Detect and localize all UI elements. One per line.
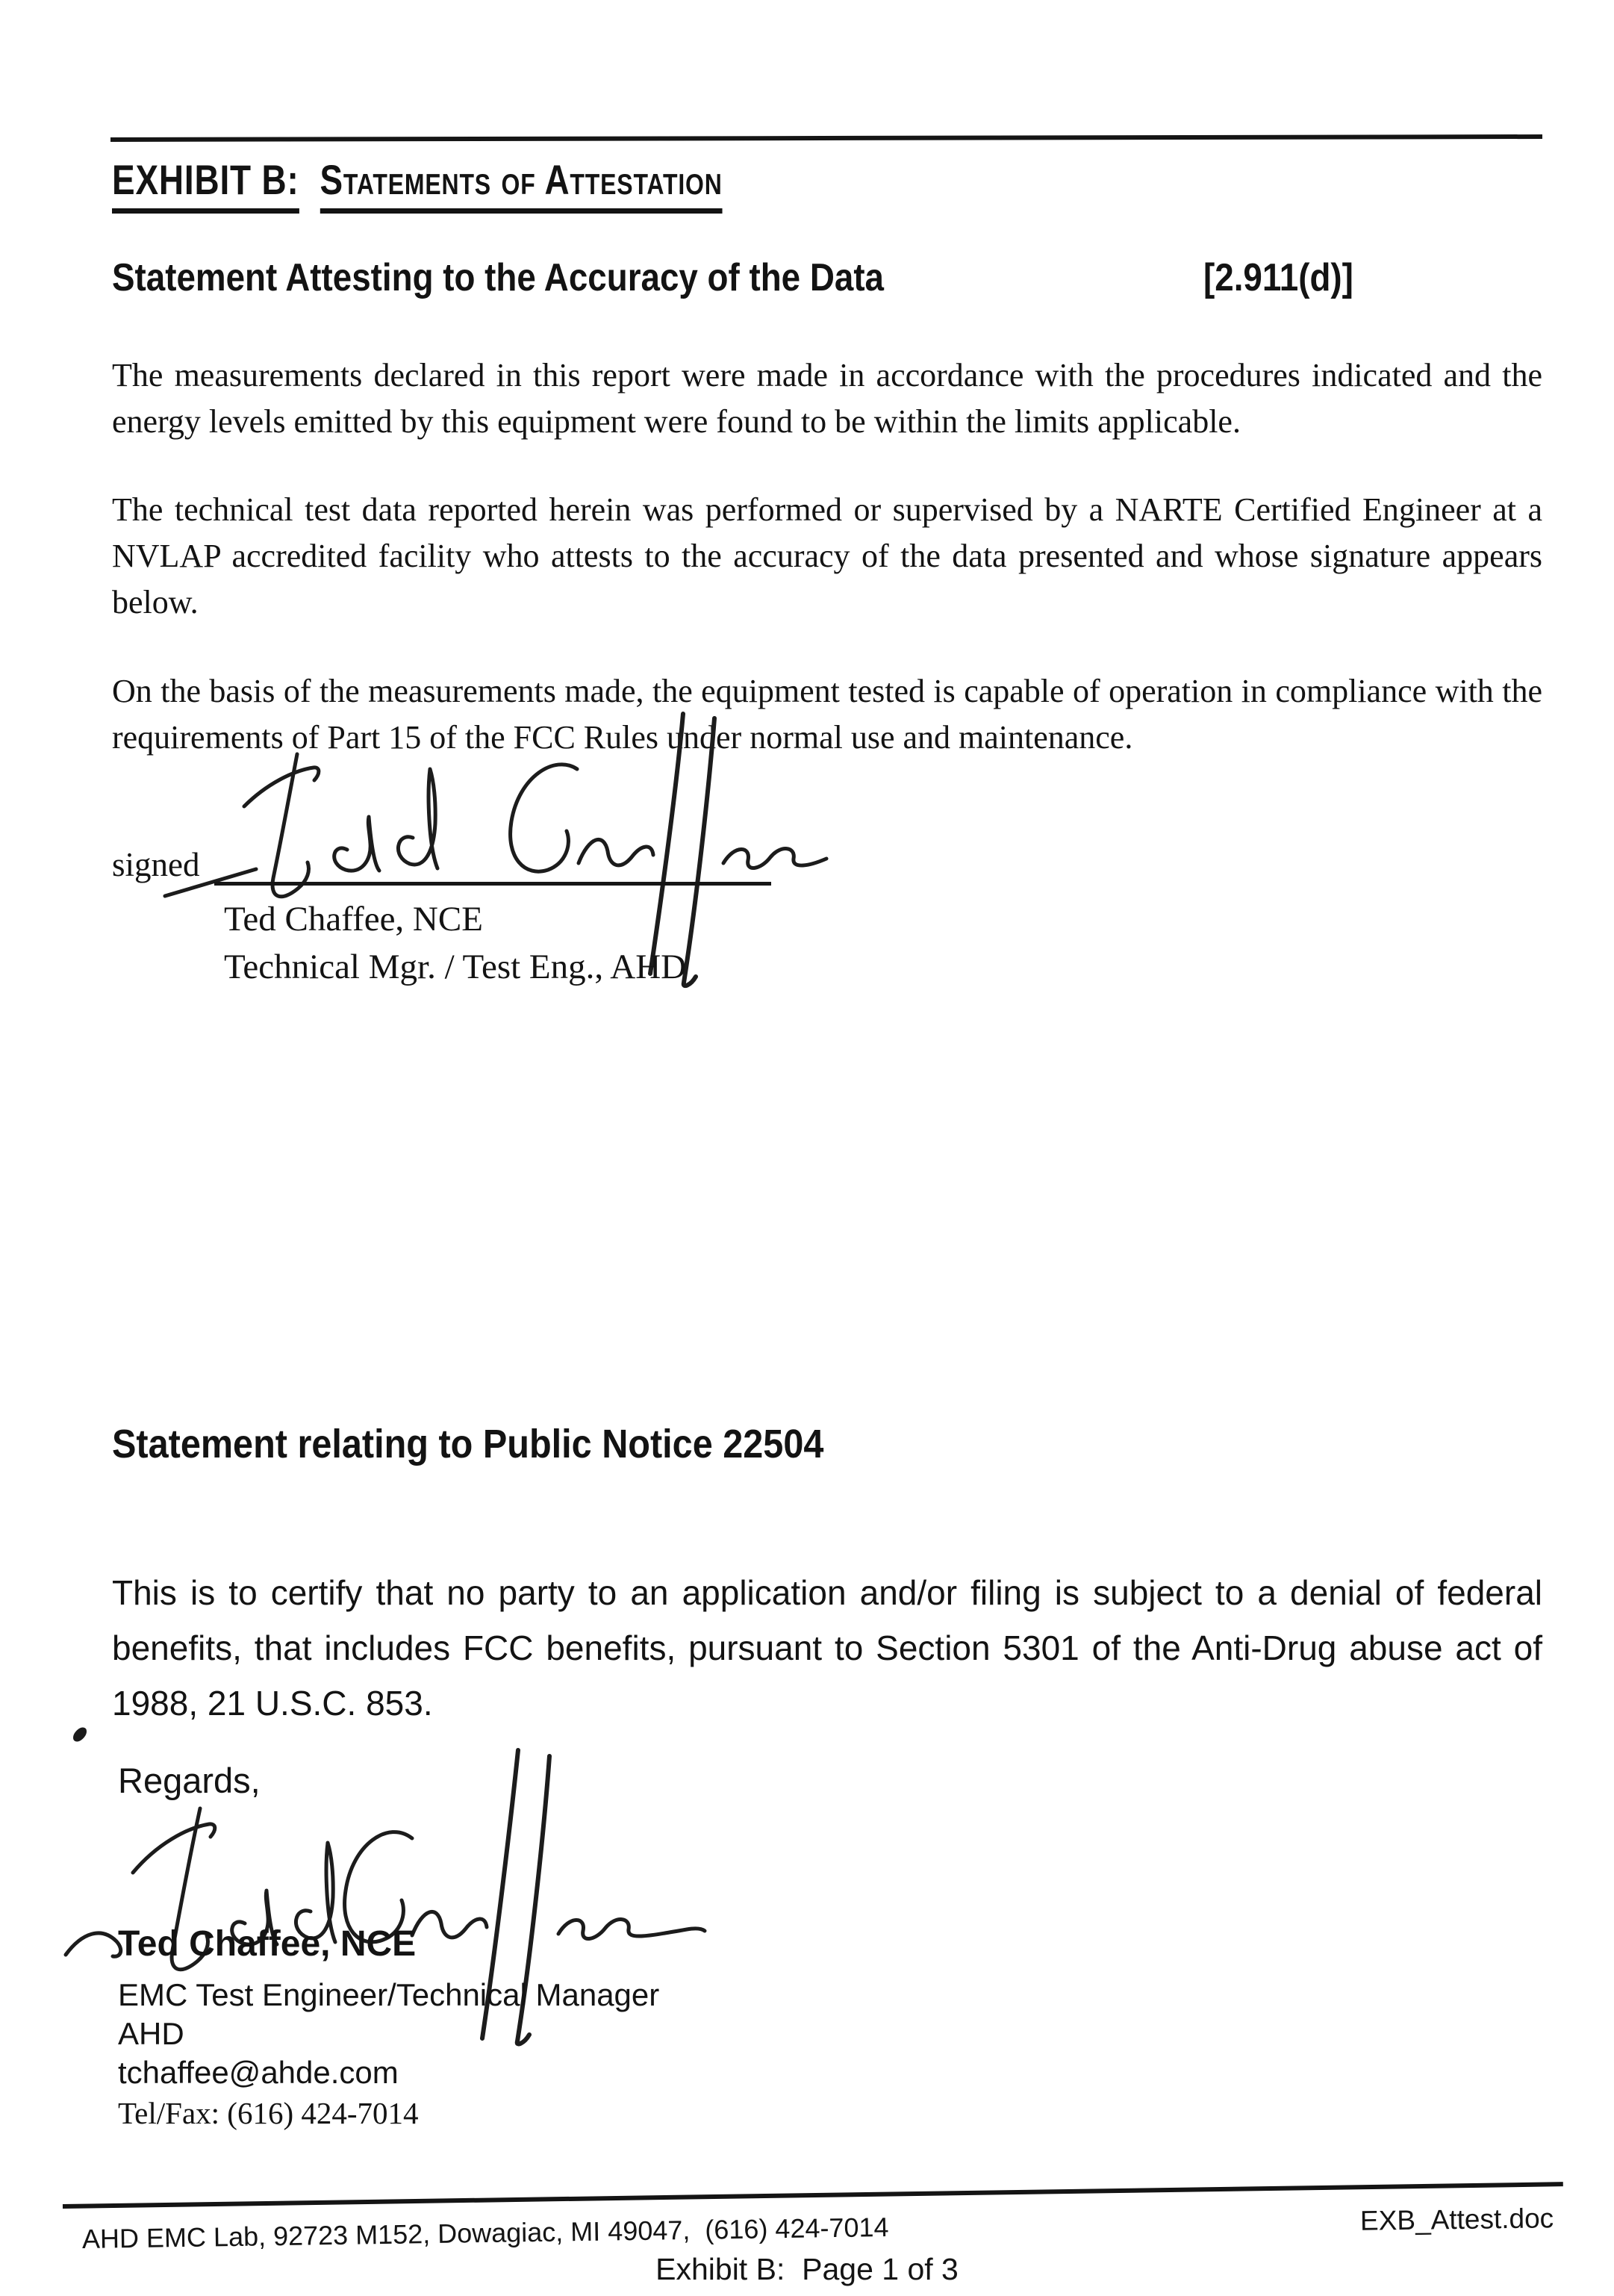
closing-salutation: Regards, [118,1761,261,1800]
statement1-paragraph-1: The measurements declared in this report were made in accordance with the procedures indicated and the energy levels emitted by this equipment were found to be within the limits applicable. [112,357,1542,440]
exhibit-label: EXHIBIT B: [112,155,299,214]
signatory1-name: Ted Chaffee, NCE [224,900,483,939]
signatory1-title: Technical Mgr. / Test Eng., AHD [224,948,687,986]
footer-doc-name: EXB_Attest.doc [1359,2203,1554,2236]
signatory2-company: AHD [118,2016,184,2051]
statement2-paragraph: This is to certify that no party to an application and/or filing is subject to a denial of federal benefits, that includes FCC benefits, pursuant to Section 5301 of the Anti-Drug abuse act of 1988, 21 U.S.C. 853. [112,1573,1542,1723]
statement1-rule-reference: [2.911(d)] [1203,256,1353,299]
footer-page-number: Exhibit B: Page 1 of 3 [655,2252,959,2286]
top-rule [110,134,1542,142]
signatory2-email: tchaffee@ahde.com [118,2055,399,2090]
signatory2-name: Ted Chaffee, NCE [118,1924,417,1964]
footer-rule [63,2182,1563,2209]
statement1-title: Statement Attesting to the Accuracy of the Data [112,256,885,299]
footer-lab-address: AHD EMC Lab, 92723 M152, Dowagiac, MI 49047, (616) 424-7014 [81,2211,889,2254]
exhibit-heading [112,155,723,214]
statement2-title: Statement relating to Public Notice 22504 [112,1422,824,1466]
signatory2-title: EMC Test Engineer/Technical Manager [118,1977,660,2012]
signature-line [214,882,771,886]
signatory2-phone: Tel/Fax: (616) 424-7014 [118,2096,419,2130]
statement1-paragraph-3: On the basis of the measurements made, the equipment tested is capable of operation in compliance with the requirements of Part 15 of the FCC Rules under normal use and maintenance. [112,673,1542,756]
signed-label: signed [112,846,200,883]
exhibit-title: Statements of Attestation [320,155,722,214]
statement1-paragraph-2: The technical test data reported herein was performed or supervised by a NARTE Certified Engineer at a NVLAP accredited facility who attests to the accuracy of the data presented and whose signature appears below. [112,491,1542,620]
